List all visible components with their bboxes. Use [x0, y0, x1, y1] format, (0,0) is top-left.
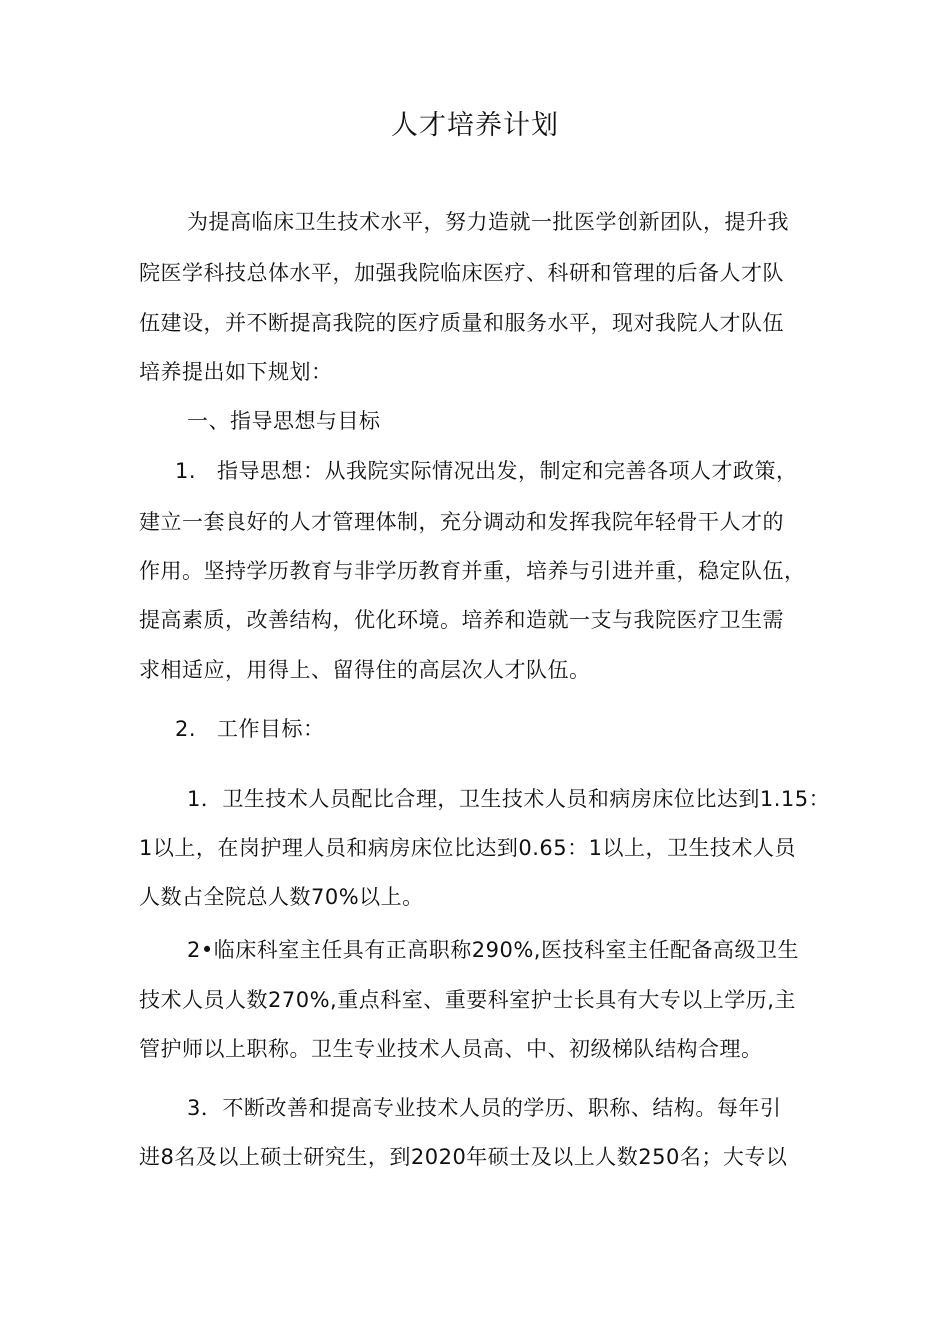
- document-title: 人才培养计划: [391, 110, 559, 141]
- paragraph-line: 求相适应，用得上、留得住的高层次人才队伍。: [139, 658, 591, 682]
- item-text: 工作目标：: [217, 717, 325, 741]
- paragraph-line: 技术人员人数270%,重点科室、重要科室护士长具有大专以上学历,主: [139, 988, 796, 1012]
- paragraph-line: 提高素质，改善结构，优化环境。培养和造就一支与我院医疗卫生需: [139, 608, 784, 632]
- paragraph-line: 1．卫生技术人员配比合理，卫生技术人员和病房床位比达到1.15：: [187, 787, 831, 811]
- paragraph-line: 作用。坚持学历教育与非学历教育并重，培养与引进并重，稳定队伍，: [139, 559, 806, 583]
- paragraph-line: 3．不断改善和提高专业技术人员的学历、职称、结构。每年引: [187, 1096, 782, 1120]
- item-text: 指导思想：从我院实际情况出发，制定和完善各项人才政策，: [217, 459, 798, 483]
- paragraph-line: 管护师以上职称。卫生专业技术人员高、中、初级梯队结构合理。: [139, 1037, 763, 1061]
- paragraph-line: 伍建设，并不断提高我院的医疗质量和服务水平，现对我院人才队伍: [139, 311, 784, 335]
- section-heading: 一、指导思想与目标: [187, 409, 381, 433]
- item-number: 1.: [175, 459, 197, 483]
- paragraph-line: 培养提出如下规划：: [139, 360, 333, 384]
- numbered-item: [175, 456, 798, 486]
- paragraph-line: 进8名及以上硕士研究生，到2020年硕士及以上人数250名；大专以: [139, 1145, 788, 1169]
- paragraph-line: 2•临床科室主任具有正高职称290%,医技科室主任配备高级卫生: [187, 938, 799, 962]
- paragraph-line: 1以上，在岗护理人员和病房床位比达到0.65：1以上，卫生技术人员: [139, 836, 796, 860]
- paragraph-line: 院医学科技总体水平，加强我院临床医疗、科研和管理的后备人才队: [139, 261, 784, 285]
- item-number: 2.: [175, 717, 197, 741]
- paragraph-line: 为提高临床卫生技术水平，努力造就一批医学创新团队，提升我: [187, 210, 789, 234]
- paragraph-line: 建立一套良好的人才管理体制，充分调动和发挥我院年轻骨干人才的: [139, 510, 784, 534]
- paragraph-line: 人数占全院总人数70%以上。: [139, 885, 424, 909]
- numbered-item: [175, 714, 325, 744]
